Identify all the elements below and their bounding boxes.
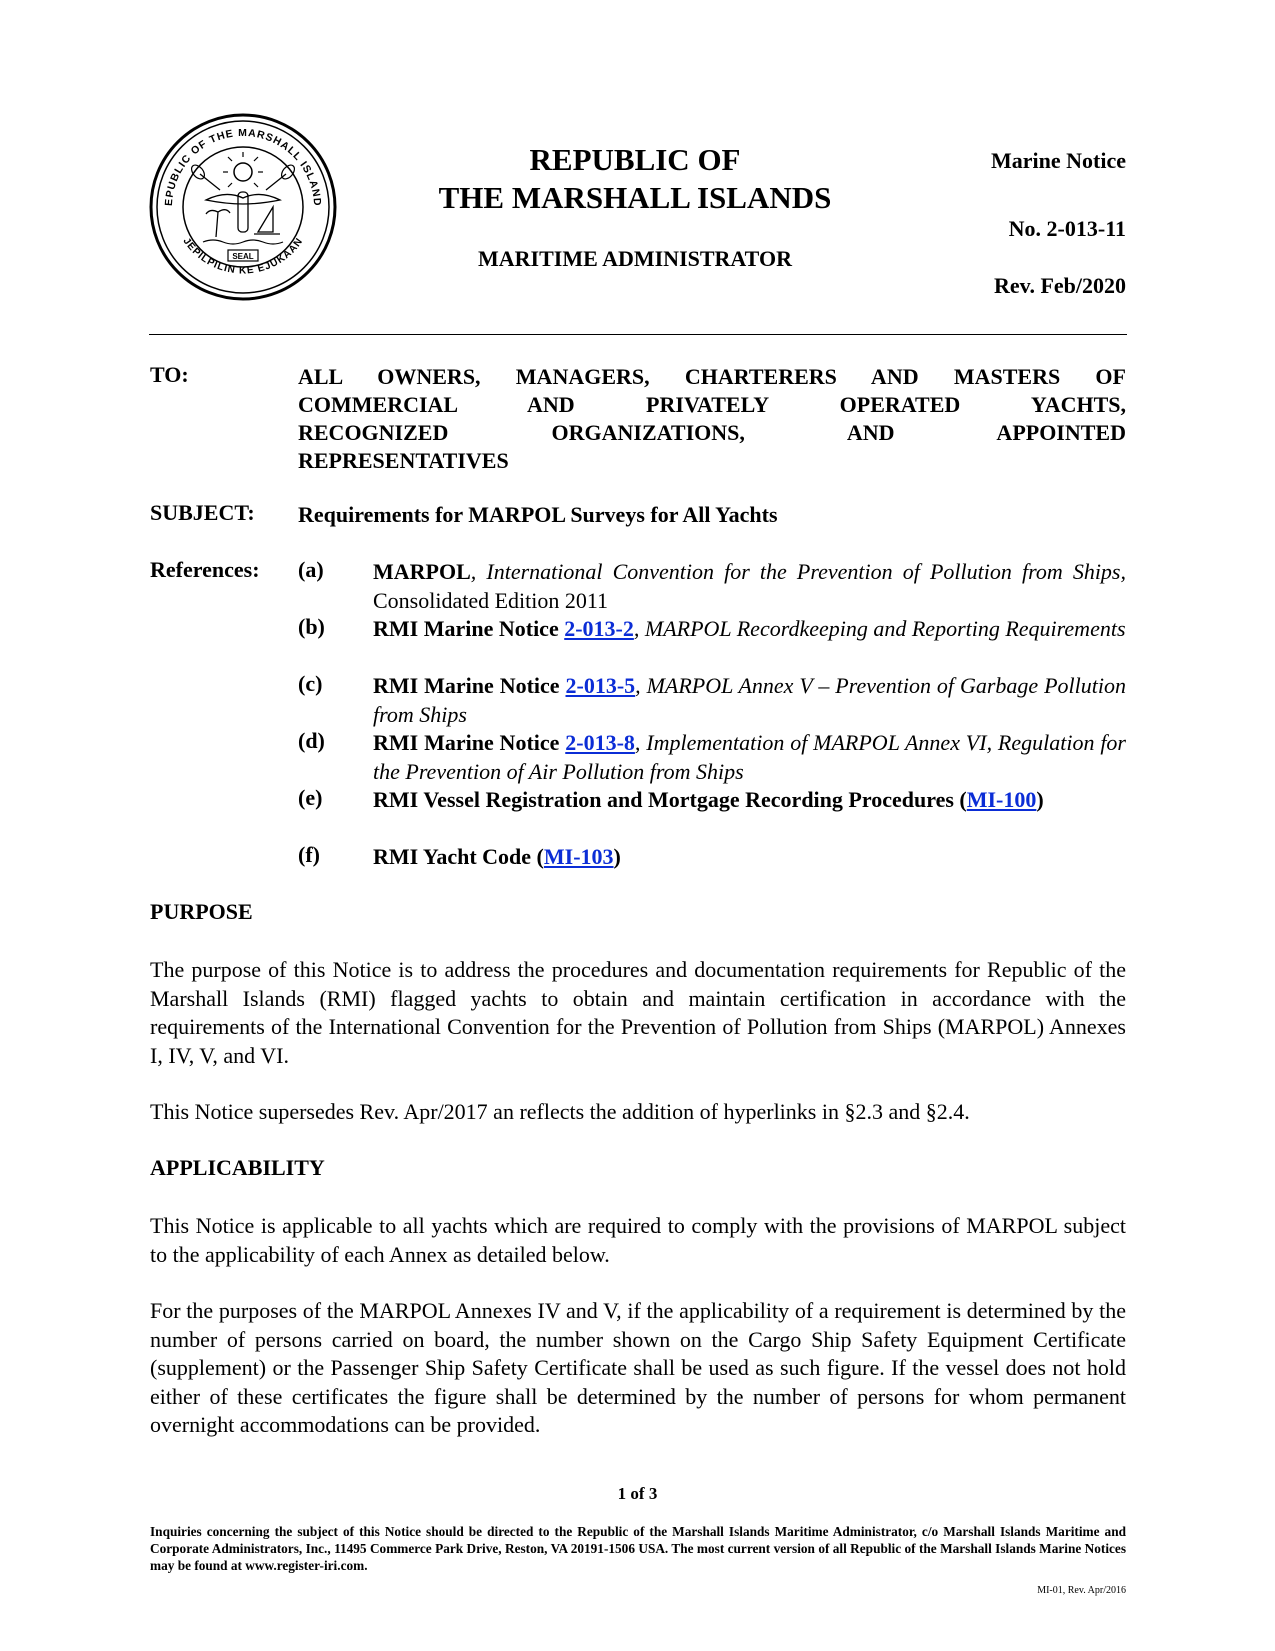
reference-letter: (b) <box>298 614 325 639</box>
link-2-013-5[interactable]: 2-013-5 <box>565 673 636 698</box>
to-line-4: REPRESENTATIVES <box>298 448 509 473</box>
applicability-paragraph-1: This Notice is applicable to all yachts which are required to comply with the provisions of MARPOL subject to the applicability of each Annex as detailed below. <box>150 1213 1126 1267</box>
applicability-heading: APPLICABILITY <box>150 1155 325 1180</box>
to-line-2: COMMERCIAL AND PRIVATELY OPERATED YACHTS, <box>298 392 1126 417</box>
references-label: References: <box>150 557 260 582</box>
marshall-islands-seal <box>148 112 338 302</box>
notice-type: Marine Notice <box>991 148 1126 173</box>
seal-top-text: EPUBLIC OF THE MARSHALL ISLAND <box>162 126 324 207</box>
subject-text: Requirements for MARPOL Surveys for All Yachts <box>298 502 778 527</box>
svg-text:REPUBLIC OF THE MARSHALL ISLAN <box>148 112 323 207</box>
maritime-administrator: MARITIME ADMINISTRATOR <box>478 246 792 271</box>
subject-label: SUBJECT: <box>150 500 255 525</box>
to-line-1: ALL OWNERS, MANAGERS, CHARTERERS AND MASTERS OF <box>298 364 1126 389</box>
page-number: 1 of 3 <box>617 1484 658 1503</box>
form-id: MI-01, Rev. Apr/2016 <box>1037 1585 1126 1596</box>
reference-item: RMI Marine Notice 2-013-2, MARPOL Recordkeeping and Reporting Requirements <box>373 616 1126 641</box>
title-line-1: REPUBLIC OF <box>529 142 741 177</box>
reference-letter: (a) <box>298 557 324 582</box>
footer-inquiries: Inquiries concerning the subject of this Notice should be directed to the Republic of the Marshall Islands Maritime Administrator, c/o Marshall Islands Maritime and Corporate Administrators, Inc., 11495 Commerce Park Drive, Reston, VA 20191-1506 USA. The most current version of all Republic of the Marshall Islands Marine Notices may be found at www.register-iri.com. <box>150 1524 1126 1573</box>
reference-letter: (e) <box>298 785 323 810</box>
header-divider <box>149 334 1127 335</box>
title-line-2: THE MARSHALL ISLANDS <box>438 180 832 215</box>
reference-item: RMI Vessel Registration and Mortgage Recording Procedures (MI-100) <box>373 787 1044 812</box>
link-mi-100[interactable]: MI-100 <box>966 787 1037 812</box>
reference-item: RMI Marine Notice 2-013-5, MARPOL Annex V – Prevention of Garbage Pollution from Ships <box>373 673 1126 727</box>
purpose-heading: PURPOSE <box>150 899 253 924</box>
reference-letter: (f) <box>298 842 320 867</box>
reference-item: MARPOL, International Convention for the Prevention of Pollution from Ships, Consolidated Edition 2011 <box>373 559 1126 613</box>
purpose-paragraph-2: This Notice supersedes Rev. Apr/2017 an reflects the addition of hyperlinks in §2.3 and §2.4. <box>150 1099 970 1124</box>
purpose-paragraph-1: The purpose of this Notice is to address the procedures and documentation requirements for Republic of the Marshall Islands (RMI) flagged yachts to obtain and maintain certification in accordance with the requirements of the International Convention for the Prevention of Pollution from Ships (MARPOL) Annexes I, IV, V, and VI. <box>150 957 1126 1068</box>
notice-number: No. 2-013-11 <box>1008 216 1126 241</box>
to-label: TO: <box>150 362 189 387</box>
reference-item: RMI Yacht Code (MI-103) <box>373 844 621 869</box>
reference-letter: (d) <box>298 728 325 753</box>
seal-label: SEAL <box>232 252 254 261</box>
reference-letter: (c) <box>298 671 323 696</box>
applicability-paragraph-2: For the purposes of the MARPOL Annexes IV and V, if the applicability of a requirement is determined by the number of persons carried on board, the number shown on the Cargo Ship Safety Equipment Certificate (supplement) or the Passenger Ship Safety Certificate shall be used as such figure. If the vessel does not hold either of these certificates the figure shall be determined by the number of persons for whom permanent overnight accommodations can be provided. <box>150 1298 1126 1437</box>
notice-revision: Rev. Feb/2020 <box>994 273 1126 298</box>
seal-bottom-text: JEPILPILIN KE EJUKAAN <box>180 235 306 277</box>
to-line-3: RECOGNIZED ORGANIZATIONS, AND APPOINTED <box>298 420 1126 445</box>
link-mi-103[interactable]: MI-103 <box>543 844 614 869</box>
link-2-013-2[interactable]: 2-013-2 <box>564 616 634 641</box>
reference-item: RMI Marine Notice 2-013-8, Implementation of MARPOL Annex VI, Regulation for the Prevention of Air Pollution from Ships <box>373 730 1126 784</box>
link-2-013-8[interactable]: 2-013-8 <box>565 730 635 755</box>
